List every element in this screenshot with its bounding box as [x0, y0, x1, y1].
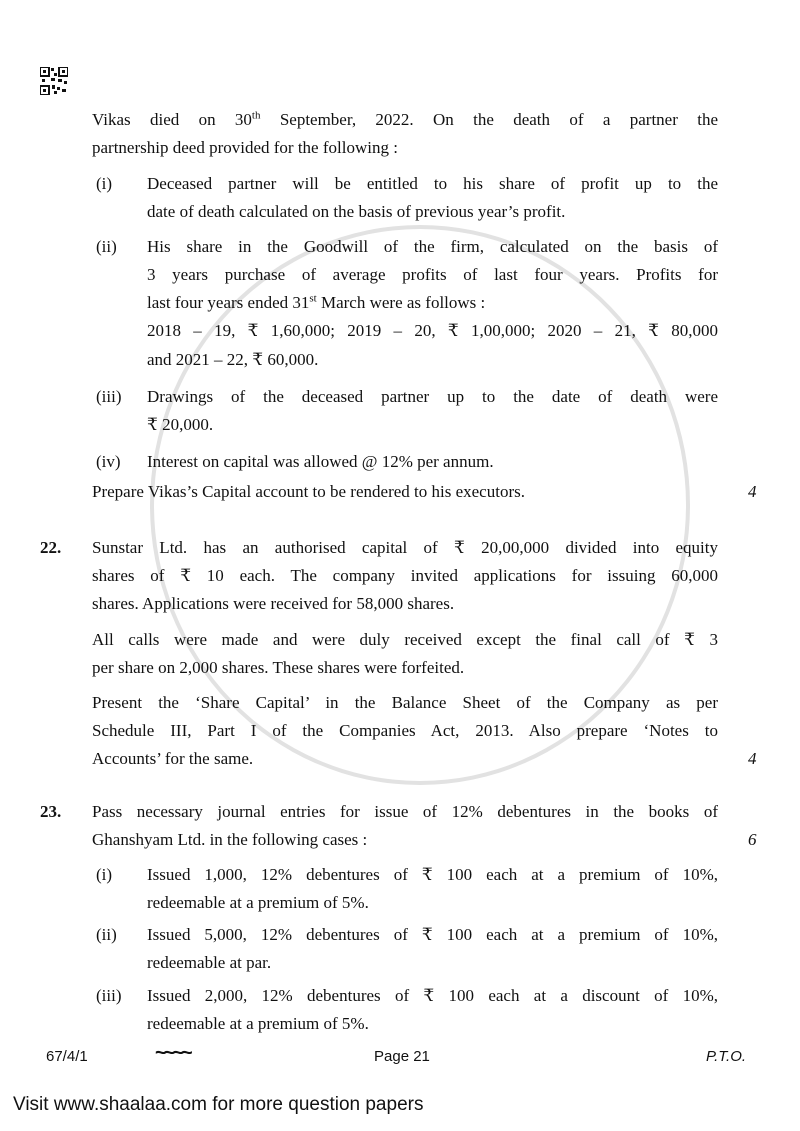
item-line: last four years ended 31st March were as follows :: [147, 292, 486, 312]
item-line: Drawings of the deceased partner up to the date of death were: [147, 387, 718, 406]
intro-line: partnership deed provided for the following :: [92, 138, 398, 157]
question-line: per share on 2,000 shares. These shares were forfeited.: [92, 658, 465, 677]
question-line: shares. Applications were received for 58,000 shares.: [92, 594, 455, 613]
item-number: (ii): [96, 237, 117, 256]
item-line: redeemable at par.: [147, 953, 272, 972]
intro-line: Vikas died on 30th September, 2022. On the death of a partner the: [92, 109, 718, 129]
question-line: Ghanshyam Ltd. in the following cases :: [92, 830, 368, 849]
item-line: redeemable at a premium of 5%.: [147, 1014, 369, 1033]
item-line: Issued 5,000, 12% debentures of ₹ 100 each at a premium of 10%,: [147, 925, 718, 944]
item-line: date of death calculated on the basis of previous year’s profit.: [147, 202, 566, 221]
pto: P.T.O.: [706, 1048, 747, 1065]
marks: 6: [748, 830, 757, 849]
qr-code-icon: [40, 67, 68, 95]
item-line: Interest on capital was allowed @ 12% per annum.: [147, 452, 494, 471]
marks: 4: [748, 482, 757, 501]
item-number: (ii): [96, 925, 117, 944]
question-line: Schedule III, Part I of the Companies Act, 2013. Also prepare ‘Notes to: [92, 721, 718, 740]
question-line: Accounts’ for the same.: [92, 749, 254, 768]
marks: 4: [748, 749, 757, 768]
item-line: and 2021 – 22, ₹ 60,000.: [147, 350, 319, 369]
question-number: 23.: [40, 802, 62, 821]
item-line: redeemable at a premium of 5%.: [147, 893, 369, 912]
item-number: (iii): [96, 986, 122, 1005]
question-line: All calls were made and were duly received except the final call of ₹ 3: [92, 630, 718, 649]
item-line: 2018 – 19, ₹ 1,60,000; 2019 – 20, ₹ 1,00,000; 2020 – 21, ₹ 80,000: [147, 321, 718, 340]
item-line: Deceased partner will be entitled to his share of profit up to the: [147, 174, 718, 193]
question-number: 22.: [40, 538, 62, 557]
item-number: (i): [96, 174, 113, 193]
question-line: Sunstar Ltd. has an authorised capital of ₹ 20,00,000 divided into equity: [92, 538, 718, 557]
item-line: Issued 1,000, 12% debentures of ₹ 100 each at a premium of 10%,: [147, 865, 718, 884]
item-number: (i): [96, 865, 113, 884]
ornament: ~~~~: [155, 1042, 190, 1064]
banner-link[interactable]: Visit www.shaalaa.com for more question papers: [13, 1094, 424, 1115]
question-line: Pass necessary journal entries for issue of 12% debentures in the books of: [92, 802, 718, 821]
question-line: shares of ₹ 10 each. The company invited applications for issuing 60,000: [92, 566, 718, 585]
paper-code: 67/4/1: [46, 1048, 88, 1065]
item-line: 3 years purchase of average profits of last four years. Profits for: [147, 265, 718, 284]
question-line: Present the ‘Share Capital’ in the Balance Sheet of the Company as per: [92, 693, 718, 712]
item-line: His share in the Goodwill of the firm, calculated on the basis of: [147, 237, 718, 256]
item-number: (iii): [96, 387, 122, 406]
instruction: Prepare Vikas’s Capital account to be rendered to his executors.: [92, 482, 525, 501]
page-number: Page 21: [374, 1048, 430, 1065]
item-number: (iv): [96, 452, 121, 471]
item-line: Issued 2,000, 12% debentures of ₹ 100 each at a discount of 10%,: [147, 986, 718, 1005]
item-line: ₹ 20,000.: [147, 415, 214, 434]
